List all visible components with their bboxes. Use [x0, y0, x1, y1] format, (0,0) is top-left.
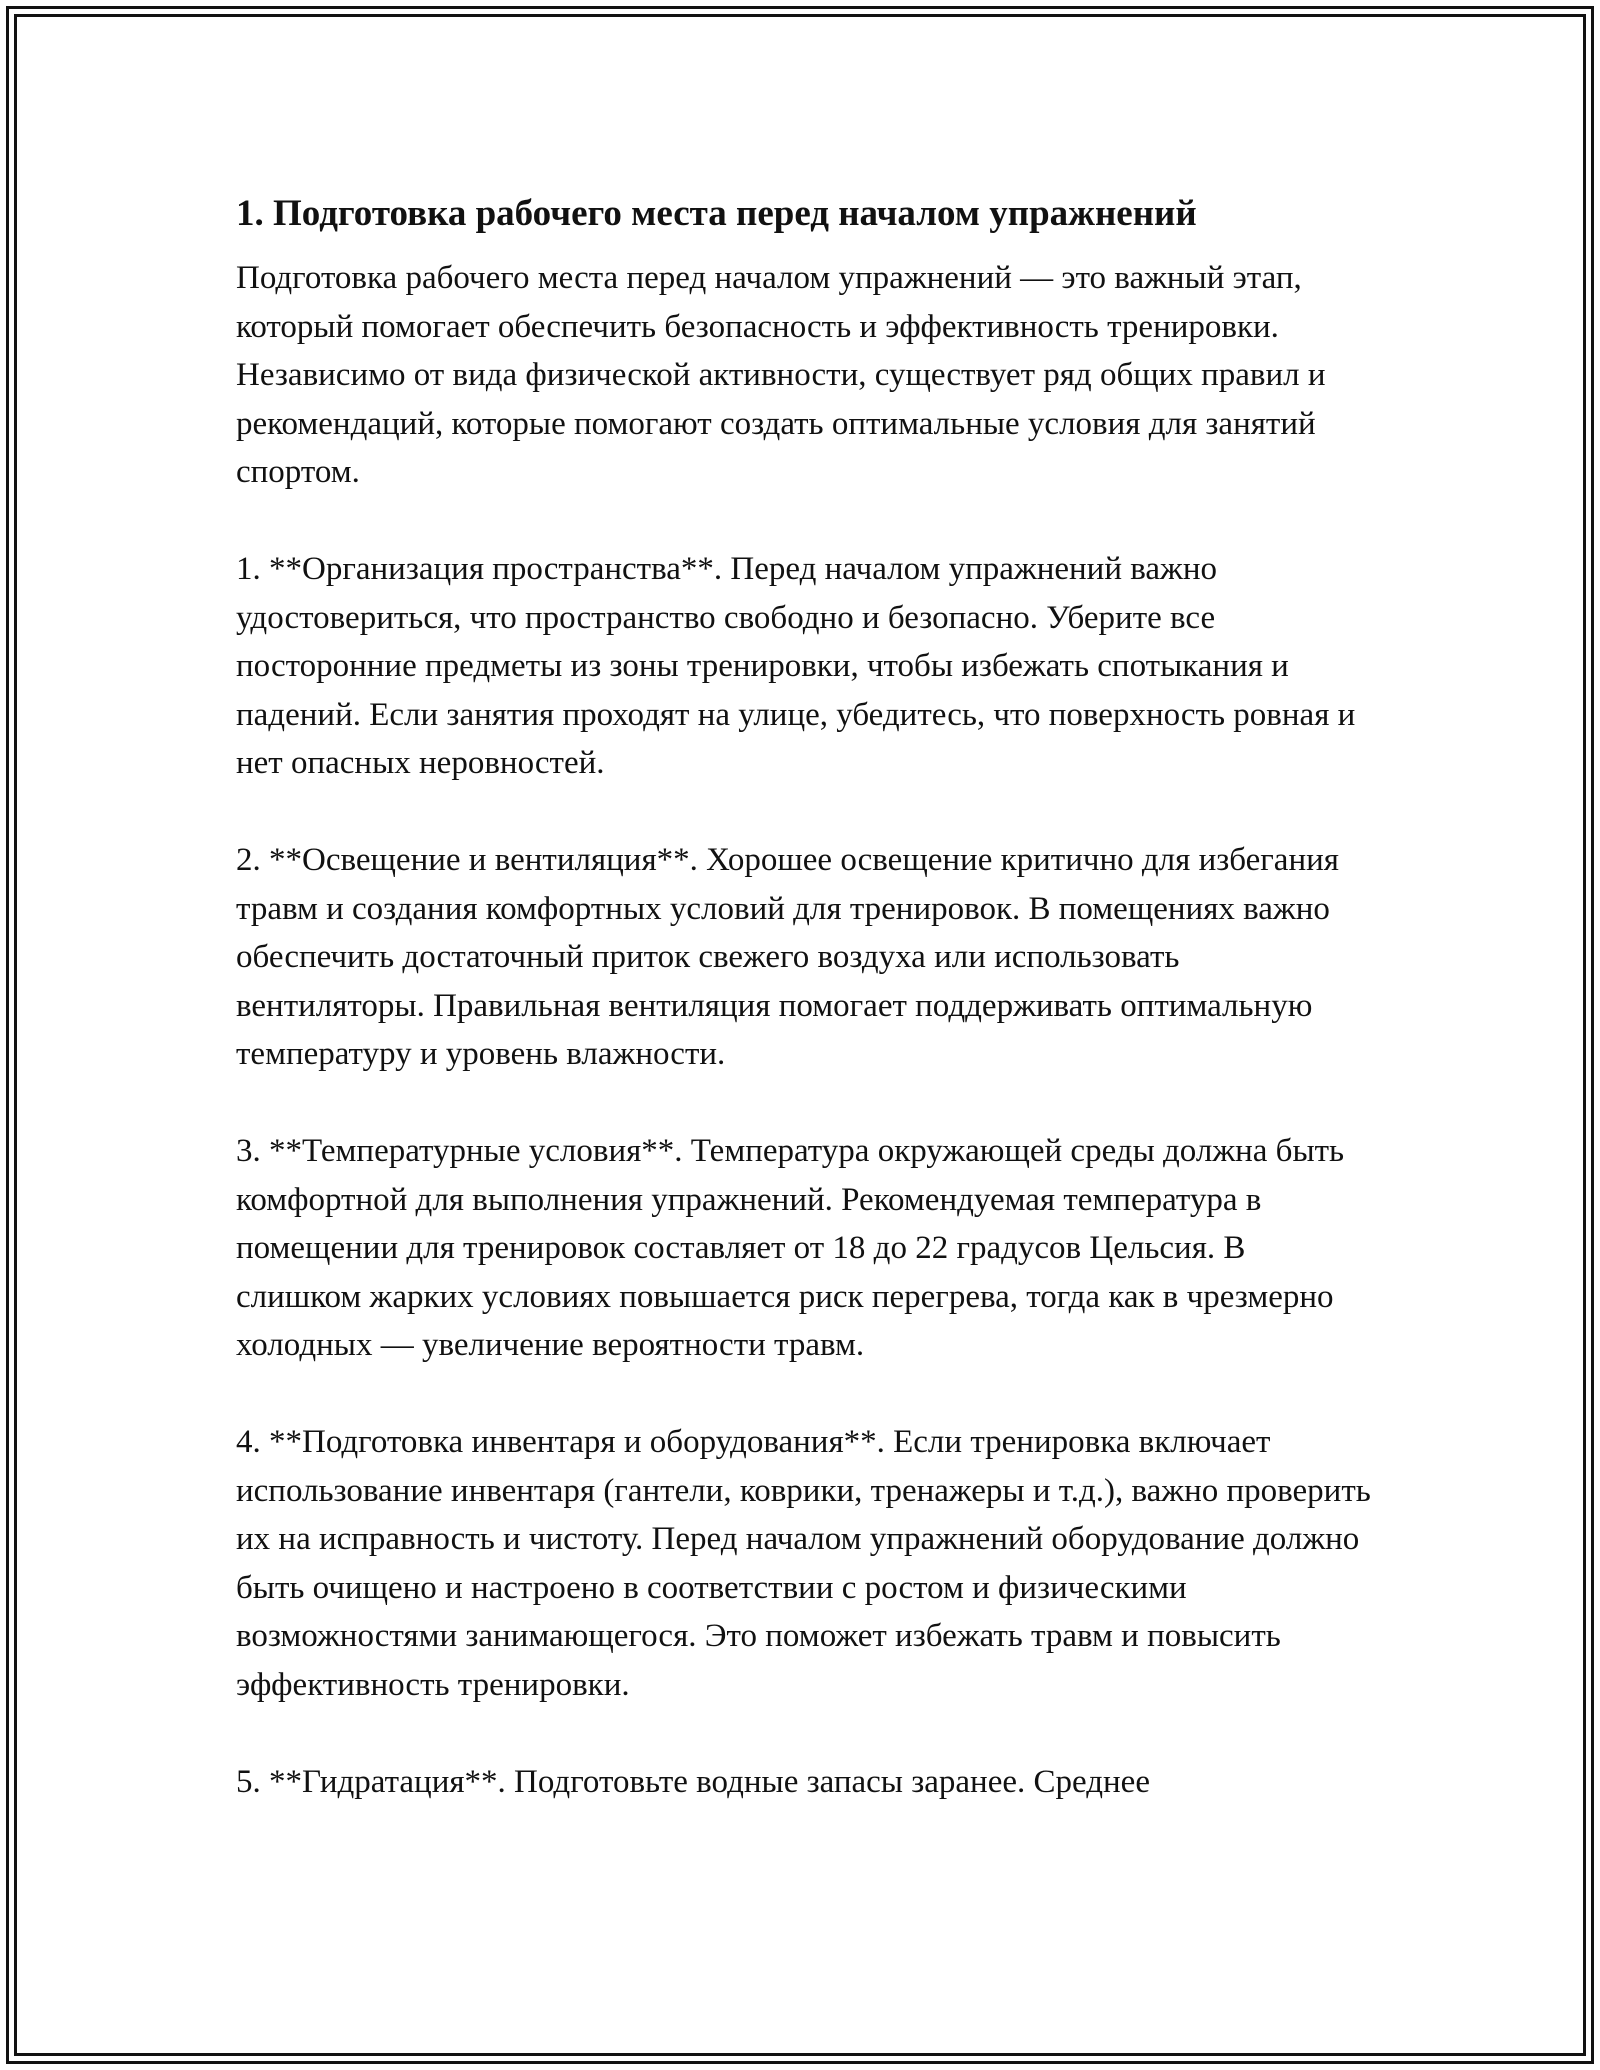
paragraph-lighting-ventilation: 2. **Освещение и вентиляция**. Хорошее освещение критично для избегания травм и создания комфортных условий для тренировок. В помещениях важно обеспечить достаточный приток свежего воздуха или использовать вентиляторы. Правильная вентиляция помогает поддерживать оптимальную температуру и уровень влажности.: [236, 842, 1339, 1072]
paragraph-space-organization: 1. **Организация пространства**. Перед началом упражнений важно удостовериться, что пространство свободно и безопасно. Уберите все посторонние предметы из зоны тренировки, чтобы избежать спотыкания и падений. Если занятия проходят на улице, убедитесь, что поверхность ровная и нет опасных неровностей.: [236, 551, 1356, 781]
paragraph-temperature: 3. **Температурные условия**. Температура окружающей среды должна быть комфортной для выполнения упражнений. Рекомендуемая температура в помещении для тренировок составляет от 18 до 22 градусов Цельсия. В слишком жарких условиях повышается риск перегрева, тогда как в чрезмерно холодных — увеличение вероятности травм.: [236, 1133, 1345, 1363]
document-body: [236, 186, 1376, 1806]
section-title: 1. Подготовка рабочего места перед началом упражнений: [236, 193, 1197, 234]
intro-paragraph: Подготовка рабочего места перед началом упражнений — это важный этап, который помогает обеспечить безопасность и эффективность тренировки. Независимо от вида физической активности, существует ряд общих правил и рекомендаций, которые помогают создать оптимальные условия для занятий спортом.: [236, 260, 1326, 490]
paragraph-hydration: 5. **Гидратация**. Подготовьте водные запасы заранее. Среднее: [236, 1763, 1150, 1800]
paragraph-equipment: 4. **Подготовка инвентаря и оборудования**. Если тренировка включает использование инвентаря (гантели, коврики, тренажеры и т.д.), важно проверить их на исправность и чистоту. Перед началом упражнений оборудование должно быть очищено и настроено в соответствии с ростом и физическими возможностями занимающегося. Это поможет избежать травм и повысить эффективность тренировки.: [236, 1424, 1371, 1703]
